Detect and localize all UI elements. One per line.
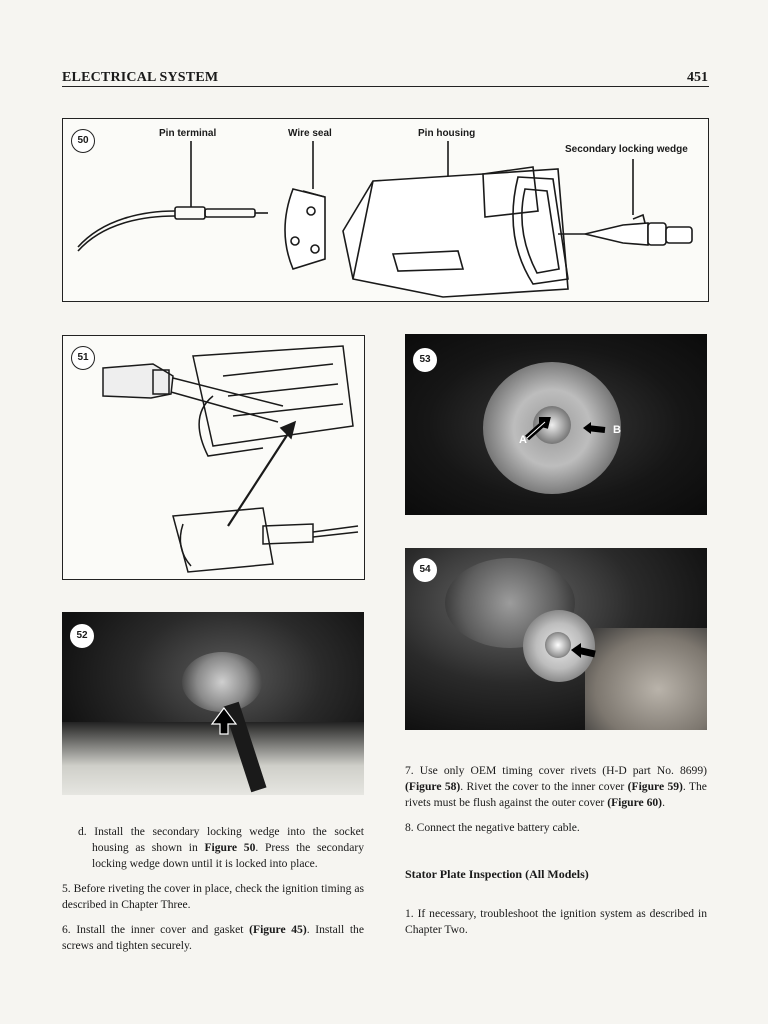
step-d: d. Install the secondary locking wedge into the socket housing as shown in Figure 50. Press the secondary locking wedge down until it is locked into place. xyxy=(78,825,364,870)
step-8: 8. Connect the negative battery cable. xyxy=(405,821,580,834)
header-rule xyxy=(62,86,709,87)
label-wire-seal: Wire seal xyxy=(288,128,332,139)
step-1: 1. If necessary, troubleshoot the ignition system as described in Chapter Two. xyxy=(405,907,707,936)
figure-number-badge: 50 xyxy=(71,129,95,153)
figure-number-badge: 53 xyxy=(413,348,437,372)
step-7: 7. Use only OEM timing cover rivets (H-D part No. 8699) (Figure 58). Rivet the cover to the inner cover (Figure 59). The rivets must be flush against the outer cover (Figure 60). xyxy=(405,764,707,809)
page-number: 451 xyxy=(687,70,708,85)
figure-51 xyxy=(62,335,365,580)
right-column-text xyxy=(405,763,707,947)
section-title: ELECTRICAL SYSTEM xyxy=(62,70,219,85)
figure-52-photo xyxy=(62,612,364,795)
label-b: B xyxy=(613,424,621,436)
figure-number-badge: 52 xyxy=(70,624,94,648)
step-6: 6. Install the inner cover and gasket (Figure 45). Install the screws and tighten securely. xyxy=(62,923,364,952)
label-a: A xyxy=(519,434,527,446)
figure-50 xyxy=(62,118,709,302)
figure-53-photo xyxy=(405,334,707,515)
figure-number-badge: 51 xyxy=(71,346,95,370)
label-pin-terminal: Pin terminal xyxy=(159,128,217,139)
label-pin-housing: Pin housing xyxy=(418,128,476,139)
section-subheading: Stator Plate Inspection (All Models) xyxy=(405,867,589,881)
step-5: 5. Before riveting the cover in place, check the ignition timing as described in Chapter Three. xyxy=(62,882,364,911)
connector-diagram xyxy=(63,119,708,301)
figure-number-badge: 54 xyxy=(413,558,437,582)
left-column-text xyxy=(62,824,364,963)
label-secondary-locking-wedge: Secondary locking wedge xyxy=(565,144,688,155)
wedge-install-diagram xyxy=(63,336,364,579)
figure-54-photo xyxy=(405,548,707,730)
